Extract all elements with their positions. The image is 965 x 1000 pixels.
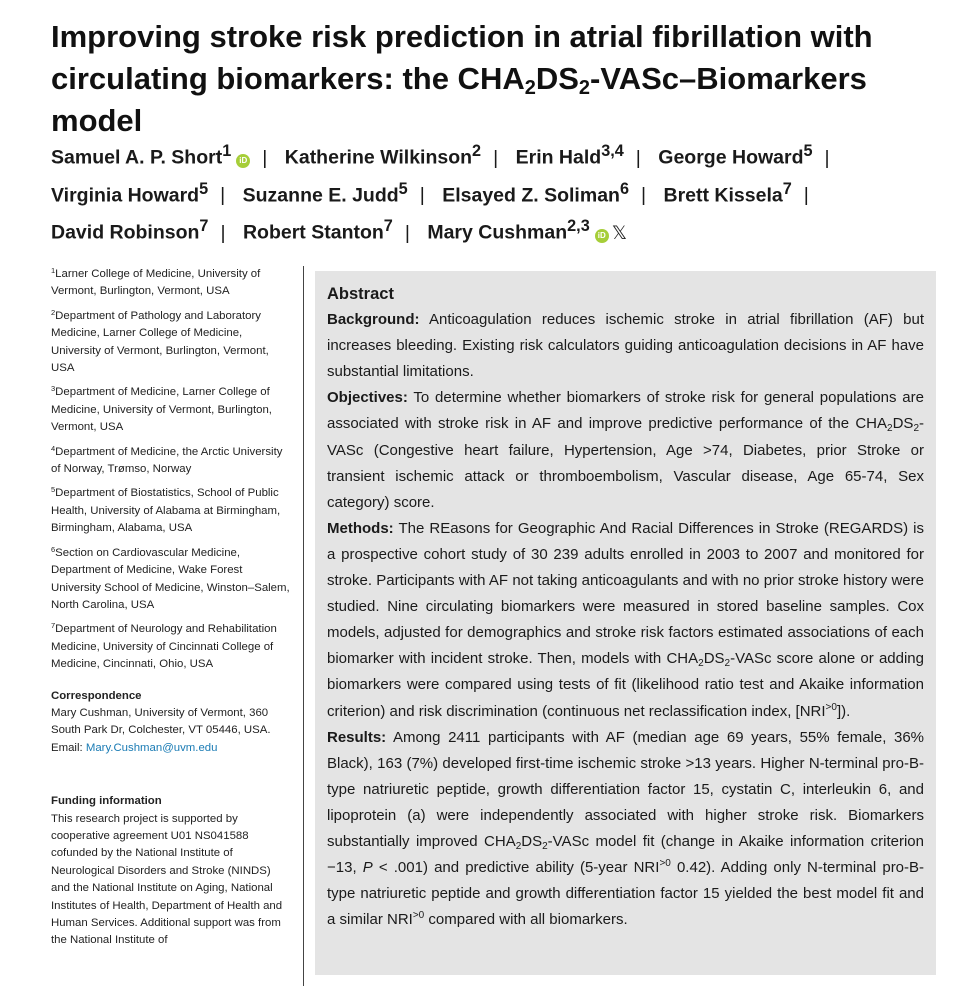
author-separator: |	[419, 184, 425, 206]
affiliation-number: 5	[51, 485, 56, 495]
affiliation-item	[51, 444, 291, 479]
author-name: Elsayed Z. Soliman	[442, 184, 620, 206]
author-affiliation-ref[interactable]: 5	[199, 179, 209, 198]
correspondence-text: Mary Cushman, University of Vermont, 360 South Park Dr, Colchester, VT 05446, USA. Email: Mary.Cushman@uvm.edu	[51, 706, 271, 754]
funding-heading: Funding information	[51, 795, 162, 808]
affiliation-item	[51, 308, 291, 378]
author-separator: |	[803, 184, 809, 206]
affiliation-item	[51, 384, 291, 436]
author-name: Virginia Howard	[51, 184, 200, 206]
affiliation-item	[51, 545, 291, 615]
author-separator: |	[824, 146, 830, 169]
author-affiliation-ref[interactable]: 2	[472, 142, 482, 160]
affiliation-number: 3	[51, 384, 56, 394]
author-name: Katherine Wilkinson	[284, 146, 473, 169]
author-separator: |	[641, 184, 647, 206]
abstract-results: Results: Among 2411 participants with AF (median age 69 years, 55% female, 36% Black), 163 (7%) developed first-time ischemic stroke >13 years. Higher N-terminal pro-B-type natriuretic peptide, growth differentiation factor 15, cystatin C, interleukin 6, and lipoprotein (a) were independently associated with higher stroke risk. Biomarkers substantially improved $CHA_2DS_2$-VASc model fit (change in Akaike information criterion −13, P < .001) and predictive ability (5-year $NRI^{>0}$ 0.42). Adding only N-terminal pro-B-type natriuretic peptide and growth differentiation factor 15 yielded the best model fit and a similar $NRI^{>0}$ compared with all biomarkers.	[327, 728, 925, 929]
abstract-background: Background: Anticoagulation reduces ischemic stroke in atrial fibrillation (AF) but increases bleeding. Existing risk calculators guiding anticoagulation decisions in AF have substantial limitations.	[327, 311, 925, 381]
affiliation-text: Department of Medicine, the Arctic University of Norway, Trømso, Norway	[51, 445, 283, 476]
affiliation-text: Larner College of Medicine, University of Vermont, Burlington, Vermont, USA	[51, 268, 261, 298]
affiliation-number: 1	[51, 266, 56, 275]
author-name: Robert Stanton	[242, 221, 384, 244]
author-affiliation-ref[interactable]: 7	[782, 179, 792, 198]
affiliation-item	[51, 266, 291, 301]
author-separator: |	[262, 146, 268, 169]
author-affiliation-ref[interactable]: 5	[398, 179, 408, 198]
abstract-methods: Methods: The REasons for Geographic And Racial Differences in Stroke (REGARDS) is a prospective cohort study of 30 239 adults enrolled in 2003 to 2007 and monitored for stroke. Participants with AF not taking anticoagulants and with no prior stroke history were studied. Nine circulating biomarkers were measured in stored baseline samples. Cox models, adjusted for demographics and stroke risk factors estimated associations of each biomarker with incident stroke. Then, models with $CHA_2DS_2$-VASc score alone or adding biomarkers were compared using tests of fit (likelihood ratio test and Akaike information criterion) and risk discrimination (continuous net reclassification index, $[NRI^{>0}]$).	[327, 519, 924, 720]
abstract-objectives: Objectives: To determine whether biomarkers of stroke risk for general populations are associated with stroke risk in AF and improve predictive performance of the $CHA_2DS_2$-VASc (Congestive heart failure, Hypertension, Age >74, Diabetes, prior Stroke or transient ischemic attack or thromboembolism, Vascular disease, Age 65-74, Sex category) score.	[327, 389, 924, 511]
column-divider	[303, 266, 304, 986]
author-affiliation-ref[interactable]: 5	[803, 142, 813, 160]
author-affiliation-ref[interactable]: 1	[222, 142, 232, 160]
author-name: George Howard	[658, 146, 804, 169]
author-separator: |	[220, 184, 226, 206]
author-affiliation-ref[interactable]: 3,4	[601, 142, 624, 160]
affiliation-text: Section on Cardiovascular Medicine, Department of Medicine, Wake Forest University School of Medicine, Winston–Salem, North Carolina, USA	[51, 546, 290, 611]
author-separator: |	[493, 146, 499, 169]
affiliation-text: Department of Neurology and Rehabilitation Medicine, University of Cincinnati College of Medicine, Cincinnati, Ohio, USA	[51, 623, 277, 671]
affiliation-text: Department of Biostatistics, School of Public Health, University of Alabama at Birmingham, Birmingham, Alabama, USA	[51, 487, 281, 535]
abstract-box	[315, 271, 936, 975]
affiliation-number: 4	[51, 443, 56, 453]
author-name: David Robinson	[51, 221, 200, 244]
affiliation-text: Department of Pathology and Laboratory Medicine, Larner College of Medicine, University of Vermont, Burlington, Vermont, USA	[51, 309, 269, 375]
author-name: Erin Hald	[515, 146, 602, 169]
author-name: Samuel A. P. Short	[51, 146, 223, 169]
author-affiliation-ref[interactable]: 2,3	[567, 217, 590, 235]
affiliation-item	[51, 485, 291, 537]
author-separator: |	[635, 146, 641, 169]
author-separator: |	[404, 221, 410, 244]
funding-text: This research project is supported by cooperative agreement U01 NS041588 cofunded by the National Institute of Neurological Disorders and Stroke (NINDS) and the National Institute on Aging, National Institutes of Health, Department of Health and Human Services. Additional support was from the National Institute of	[51, 812, 283, 947]
author-name: Brett Kissela	[663, 184, 783, 206]
orcid-icon[interactable]: iD	[595, 229, 609, 243]
affiliation-column	[51, 266, 291, 950]
abstract-heading: Abstract	[327, 285, 394, 303]
author-name: Suzanne E. Judd	[242, 184, 399, 206]
affiliation-number: 7	[51, 621, 56, 631]
author-affiliation-ref[interactable]: 7	[383, 217, 393, 235]
x-social-icon[interactable]: 𝕏	[611, 222, 628, 244]
author-name: Mary Cushman	[427, 221, 568, 244]
affiliation-number: 6	[51, 544, 56, 554]
affiliation-number: 2	[51, 307, 56, 317]
author-affiliation-ref[interactable]: 7	[199, 217, 209, 235]
orcid-icon[interactable]: iD	[236, 154, 250, 168]
author-list	[51, 136, 941, 249]
author-affiliation-ref[interactable]: 6	[619, 179, 629, 198]
article-title: Improving stroke risk prediction in atrial fibrillation with circulating biomarkers: the $CHA_2DS_2-VASc$–Biomarkers model	[51, 19, 873, 138]
affiliation-text: Department of Medicine, Larner College of Medicine, University of Vermont, Burlington, Vermont, USA	[51, 386, 272, 434]
affiliation-item	[51, 621, 291, 673]
correspondence-email-link[interactable]: Mary.Cushman@uvm.edu	[85, 741, 218, 754]
author-separator: |	[220, 221, 226, 244]
correspondence-heading: Correspondence	[51, 689, 142, 702]
